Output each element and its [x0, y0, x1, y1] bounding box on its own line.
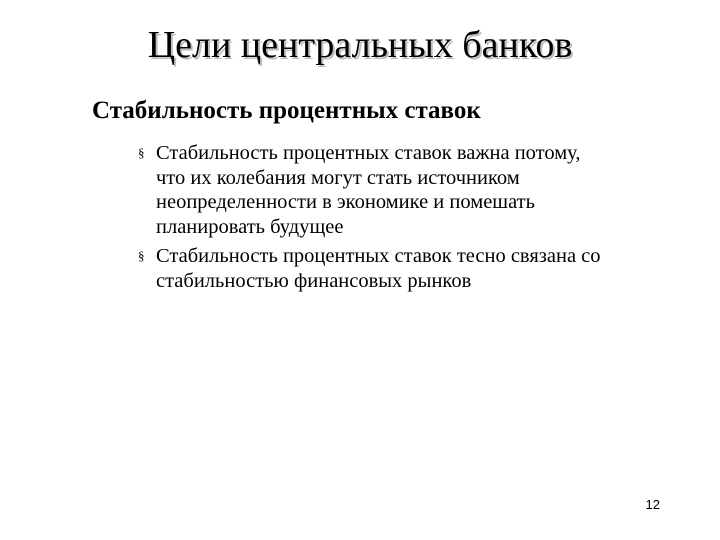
bullet-line: стабильностью финансовых рынков: [156, 269, 472, 292]
bullet-line: планировать будущее: [156, 215, 344, 238]
slide-title: Цели центральных банков: [147, 24, 573, 66]
bullet-item: [138, 244, 698, 293]
bullet-marker-icon: §: [138, 145, 145, 160]
bullet-line: Стабильность процентных ставок тесно связана со: [156, 245, 601, 267]
bullet-list: [138, 141, 698, 298]
bullet-line: неопределенности в экономике и помешать: [156, 191, 535, 213]
bullet-marker-icon: §: [138, 248, 145, 263]
bullet-item: [138, 141, 698, 239]
section-heading: Стабильность процентных ставок: [92, 97, 481, 124]
bullet-line: Стабильность процентных ставок важна потому,: [156, 142, 581, 164]
bullet-line: что их колебания могут стать источником: [156, 166, 520, 189]
page-number: 12: [645, 497, 660, 512]
